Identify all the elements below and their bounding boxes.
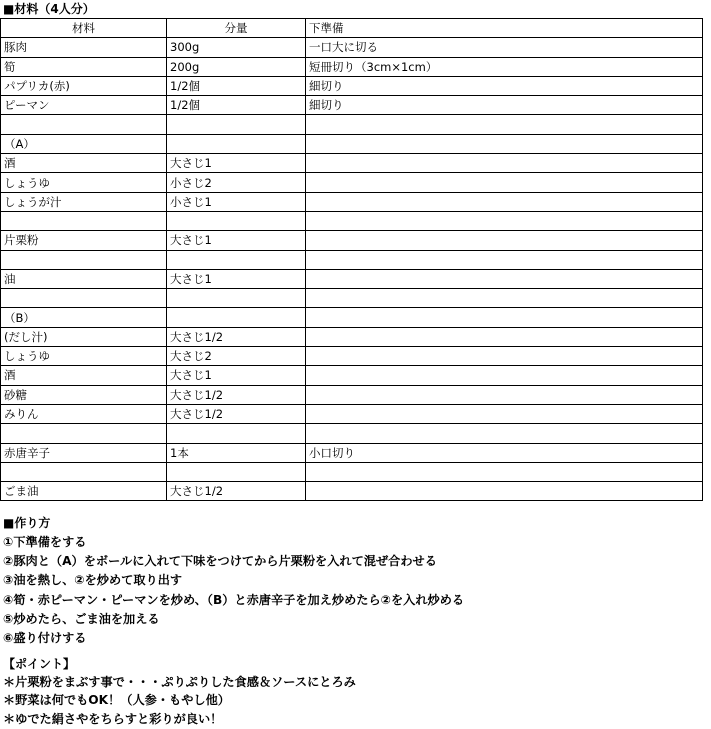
cell-amount: 1/2個 xyxy=(167,96,306,115)
cell-preparation xyxy=(306,327,703,346)
cell-preparation xyxy=(306,250,703,269)
cell-amount xyxy=(167,211,306,230)
ingredients-table xyxy=(0,18,703,501)
ingredients-table-body xyxy=(1,38,703,501)
cell-ingredient: パプリカ(赤) xyxy=(1,76,167,95)
cell-ingredient xyxy=(1,424,167,443)
cell-amount: 1本 xyxy=(167,443,306,462)
cell-preparation: 細切り xyxy=(306,76,703,95)
table-row xyxy=(1,289,703,308)
table-row xyxy=(1,366,703,385)
table-row xyxy=(1,38,703,57)
cell-amount: 大さじ1/2 xyxy=(167,327,306,346)
cell-preparation xyxy=(306,385,703,404)
step-item: ②豚肉と（A）をボールに入れて下味をつけてから片栗粉を入れて混ぜ合わせる xyxy=(3,554,437,569)
step-item: ④筍・赤ピーマン・ピーマンを炒め、（B）と赤唐辛子を加え炒めたら②を入れ炒める xyxy=(3,592,465,607)
points-heading: 【ポイント】 xyxy=(3,657,76,671)
cell-ingredient xyxy=(1,115,167,134)
point-item: ＊ゆでた絹さやをちらすと彩りが良い！ xyxy=(3,711,223,726)
cell-preparation: 一口大に切る xyxy=(306,38,703,57)
table-row xyxy=(1,269,703,288)
cell-amount xyxy=(167,424,306,443)
cell-preparation: 細切り xyxy=(306,96,703,115)
step-item: ③油を熱し、②を炒めて取り出す xyxy=(3,573,183,588)
table-row xyxy=(1,173,703,192)
cell-amount: 小さじ1 xyxy=(167,192,306,211)
table-row xyxy=(1,76,703,95)
cell-amount: 大さじ1/2 xyxy=(167,482,306,501)
table-row xyxy=(1,250,703,269)
table-row xyxy=(1,385,703,404)
cell-preparation xyxy=(306,269,703,288)
cell-ingredient: しょうゆ xyxy=(1,173,167,192)
cell-amount: 大さじ1/2 xyxy=(167,385,306,404)
steps-list xyxy=(3,533,464,648)
table-row xyxy=(1,308,703,327)
table-row xyxy=(1,96,703,115)
cell-ingredient: 砂糖 xyxy=(1,385,167,404)
cell-amount: 200g xyxy=(167,57,306,76)
table-row xyxy=(1,443,703,462)
header-ingredient: 材料 xyxy=(1,19,167,38)
cell-amount xyxy=(167,289,306,308)
cell-ingredient: みりん xyxy=(1,404,167,423)
header-amount: 分量 xyxy=(167,19,306,38)
cell-ingredient: しょうが汁 xyxy=(1,192,167,211)
table-row xyxy=(1,482,703,501)
cell-preparation xyxy=(306,231,703,250)
cell-amount xyxy=(167,308,306,327)
table-row xyxy=(1,424,703,443)
cell-amount: 大さじ1 xyxy=(167,154,306,173)
cell-ingredient: 片栗粉 xyxy=(1,231,167,250)
cell-preparation: 小口切り xyxy=(306,443,703,462)
cell-ingredient: しょうゆ xyxy=(1,347,167,366)
point-item: ＊野菜は何でもOK！（人参・もやし他） xyxy=(3,693,230,708)
table-row xyxy=(1,57,703,76)
cell-amount: 300g xyxy=(167,38,306,57)
cell-preparation xyxy=(306,482,703,501)
steps-heading: ■作り方 xyxy=(3,516,51,530)
cell-preparation xyxy=(306,289,703,308)
cell-preparation xyxy=(306,134,703,153)
step-item: ⑤炒めたら、ごま油を加える xyxy=(3,611,160,626)
cell-ingredient: 酒 xyxy=(1,154,167,173)
cell-preparation xyxy=(306,462,703,481)
cell-preparation xyxy=(306,173,703,192)
cell-ingredient xyxy=(1,211,167,230)
ingredients-heading: ■材料（4人分） xyxy=(3,2,95,16)
table-row xyxy=(1,154,703,173)
table-row xyxy=(1,115,703,134)
step-item: ①下準備をする xyxy=(3,535,87,549)
cell-ingredient: （A） xyxy=(1,134,167,153)
cell-amount: 大さじ1/2 xyxy=(167,404,306,423)
cell-amount xyxy=(167,134,306,153)
cell-preparation xyxy=(306,308,703,327)
point-item: ＊片栗粉をまぶす事で・・・ぷりぷりした食感＆ソースにとろみ xyxy=(3,675,356,689)
cell-preparation xyxy=(306,115,703,134)
cell-ingredient xyxy=(1,289,167,308)
table-header-row xyxy=(1,19,703,38)
cell-ingredient: （B） xyxy=(1,308,167,327)
cell-ingredient: 油 xyxy=(1,269,167,288)
cell-ingredient: ごま油 xyxy=(1,482,167,501)
cell-amount: 大さじ1 xyxy=(167,269,306,288)
cell-ingredient: (だし汁) xyxy=(1,327,167,346)
cell-preparation: 短冊切り（3cm×1cm） xyxy=(306,57,703,76)
cell-preparation xyxy=(306,347,703,366)
table-row xyxy=(1,231,703,250)
cell-ingredient: 酒 xyxy=(1,366,167,385)
step-item: ⑥盛り付けする xyxy=(3,631,87,646)
cell-amount xyxy=(167,462,306,481)
cell-amount: 小さじ2 xyxy=(167,173,306,192)
cell-ingredient xyxy=(1,462,167,481)
cell-amount: 大さじ1 xyxy=(167,231,306,250)
table-row xyxy=(1,211,703,230)
cell-preparation xyxy=(306,424,703,443)
table-row xyxy=(1,404,703,423)
cell-preparation xyxy=(306,366,703,385)
cell-ingredient xyxy=(1,250,167,269)
cell-preparation xyxy=(306,192,703,211)
cell-preparation xyxy=(306,154,703,173)
table-row xyxy=(1,134,703,153)
cell-amount: 大さじ1 xyxy=(167,366,306,385)
cell-amount: 大さじ2 xyxy=(167,347,306,366)
points-list xyxy=(3,673,356,728)
cell-amount xyxy=(167,250,306,269)
header-preparation: 下準備 xyxy=(306,19,703,38)
cell-ingredient: 豚肉 xyxy=(1,38,167,57)
table-row xyxy=(1,192,703,211)
cell-amount: 1/2個 xyxy=(167,76,306,95)
cell-preparation xyxy=(306,211,703,230)
table-row xyxy=(1,327,703,346)
cell-preparation xyxy=(306,404,703,423)
table-row xyxy=(1,347,703,366)
cell-ingredient: 筍 xyxy=(1,57,167,76)
table-row xyxy=(1,462,703,481)
cell-ingredient: ピーマン xyxy=(1,96,167,115)
cell-ingredient: 赤唐辛子 xyxy=(1,443,167,462)
cell-amount xyxy=(167,115,306,134)
